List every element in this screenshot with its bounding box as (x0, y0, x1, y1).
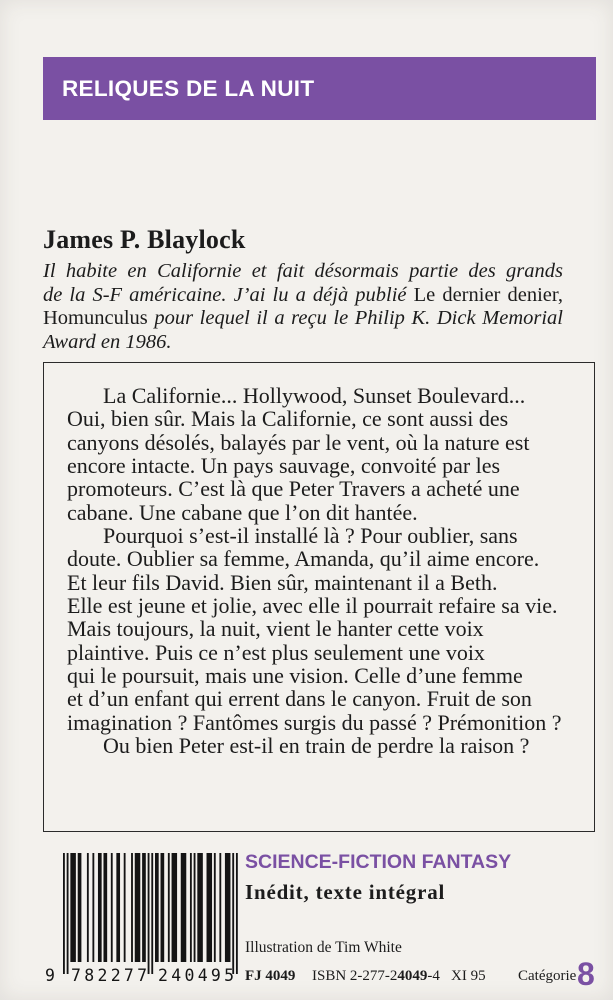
barcode-bar (197, 853, 203, 962)
blurb-paragraph (67, 524, 562, 734)
blurb-line: Mais toujours, la nuit, vient le hanter cette voix (67, 616, 484, 642)
blurb-paragraph (67, 734, 562, 757)
blurb-line: Et leur fils David. Bien sûr, maintenant il a Beth. (67, 569, 498, 595)
catalog-code: FJ 4049 (245, 968, 296, 984)
blurb-line: Ou bien Peter est-il en train de perdre la raison ? (103, 732, 530, 758)
bio-line (43, 331, 563, 355)
category-label: Catégorie (518, 968, 577, 984)
blurb-line: canyons désolés, balayés par le vent, où la nature est (67, 429, 530, 455)
title-banner (43, 57, 596, 120)
barcode-bar (92, 853, 94, 962)
barcode-guard-bar (63, 853, 65, 974)
barcode-bar (78, 853, 82, 962)
barcode-left-digits: 782277 (71, 966, 151, 985)
barcode-bar (181, 853, 187, 962)
barcode-bar (111, 853, 113, 962)
author-name: James P. Blaylock (43, 225, 246, 254)
barcode-bar (225, 853, 231, 962)
edition-note: Inédit, texte intégral (245, 880, 446, 904)
blurb-paragraph (67, 384, 562, 524)
bio-line (43, 260, 563, 284)
bio-book-title: Le dernier denier, (413, 283, 563, 306)
barcode-bar (214, 853, 216, 962)
barcode-bar (190, 853, 192, 962)
barcode-bar (98, 853, 102, 962)
blurb-line: doute. Oublier sa femme, Amanda, qu’il aime encore. (67, 546, 540, 572)
blurb-text (67, 384, 562, 757)
isbn-barcode (40, 845, 245, 977)
barcode-bar (70, 853, 76, 962)
bio-line (43, 284, 563, 308)
barcode-bar (172, 853, 178, 962)
barcode-system-digit: 9 (45, 966, 59, 985)
barcode-guard-bar (236, 853, 238, 974)
blurb-line: qui le poursuit, mais une vision. Celle d’une femme (67, 662, 523, 688)
barcode-bar (124, 853, 126, 962)
blurb-line: imagination ? Fantômes surgis du passé ? Prémonition ? (67, 709, 562, 735)
barcode-guard-bar (67, 853, 69, 974)
barcode-bar (103, 853, 107, 962)
barcode-guard-bar (232, 853, 234, 974)
illustration-credit: Illustration de Tim White (245, 939, 402, 956)
barcode-bar (135, 853, 141, 962)
blurb-line: encore intacte. Un pays sauvage, convoité par les (67, 452, 501, 478)
barcode-bar (142, 853, 146, 962)
bio-text: pour lequel il a reçu le Philip K. Dick Memorial (147, 307, 563, 330)
blurb-line: Oui, bien sûr. Mais la Californie, ce sont aussi des (67, 406, 509, 432)
author-bio (43, 260, 563, 355)
blurb-line: cabane. Une cabane que l’on dit hantée. (67, 499, 418, 525)
barcode-bar (87, 853, 89, 962)
bio-line (43, 307, 563, 331)
blurb-line: Elle est jeune et jolie, avec elle il pourrait refaire sa vie. (67, 592, 558, 618)
blurb-line: Pourquoi s’est-il installé là ? Pour oublier, sans (103, 522, 518, 548)
barcode-right-digits: 240495 (158, 966, 238, 985)
isbn-catalog-number: 4049 (397, 968, 428, 984)
category-number: 8 (577, 956, 595, 992)
bio-book-title: Homunculus (43, 307, 148, 330)
isbn-number (312, 966, 440, 986)
blurb-line: promoteurs. C’est là que Peter Travers a acheté une (67, 476, 520, 502)
isbn-check: -4 (427, 968, 440, 984)
isbn-prefix: ISBN 2-277-2 (312, 968, 398, 984)
barcode-bar (219, 853, 221, 962)
bio-text: Award en 1986. (43, 331, 172, 354)
blurb-line: La Californie... Hollywood, Sunset Boulevard... (103, 383, 526, 408)
blurb-line: plaintive. Puis ce n’est plus seulement une voix (67, 639, 485, 665)
barcode-bar (155, 853, 159, 962)
bio-text: de la S-F américaine. J’ai lu a déjà publié (43, 283, 414, 306)
print-date: XI 95 (451, 968, 486, 984)
barcode-bar (207, 853, 213, 962)
barcode-bar (168, 853, 170, 962)
barcode-guard-bar (151, 853, 153, 974)
barcode-bar (194, 853, 196, 962)
blurb-line: et d’un enfant qui errent dans le canyon. Fruit de son (67, 686, 532, 712)
bio-text: Il habite en Californie et fait désormais partie des grands (43, 260, 563, 282)
barcode-bar (161, 853, 165, 962)
book-title: RELIQUES DE LA NUIT (62, 75, 315, 101)
barcode-bar (116, 853, 120, 962)
barcode-bar (131, 853, 133, 962)
genre-label: SCIENCE-FICTION FANTASY (245, 851, 512, 873)
barcode-guard-bar (148, 853, 150, 974)
